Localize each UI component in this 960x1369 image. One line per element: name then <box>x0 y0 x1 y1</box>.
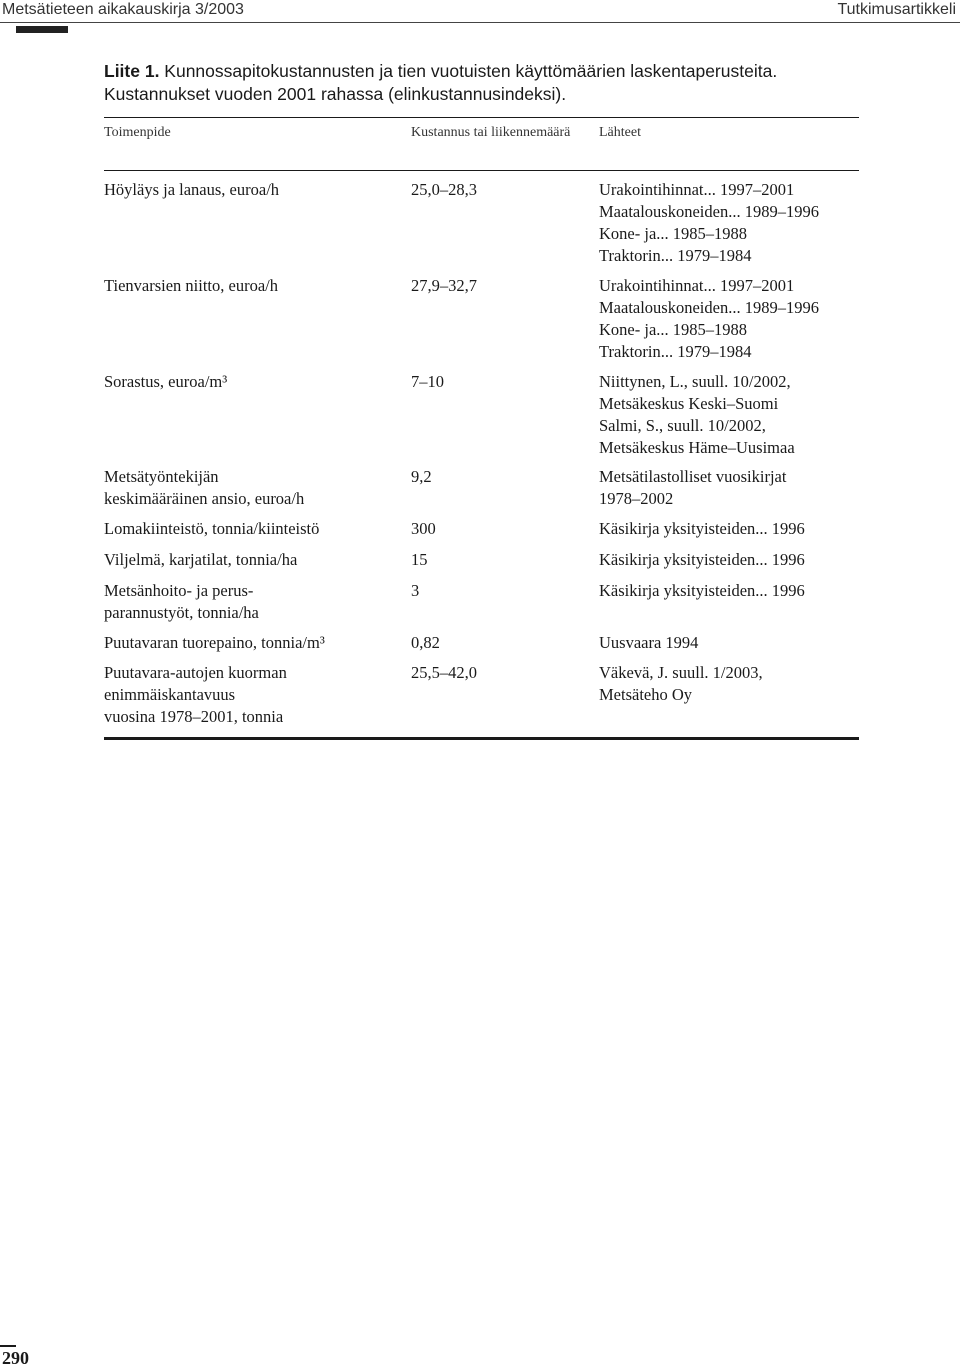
cell-sources-line: Väkevä, J. suull. 1/2003, <box>599 663 763 682</box>
cell-sources-line: Traktorin... 1979–1984 <box>599 342 752 361</box>
cell-value <box>411 371 581 393</box>
cell-value <box>411 662 581 684</box>
journal-title: Metsätieteen aikakauskirja 3/2003 <box>2 1 244 18</box>
cell-sources-line: Käsikirja yksityisteiden... 1996 <box>599 519 805 538</box>
table-top-rule <box>104 117 859 118</box>
cell-sources <box>599 371 795 459</box>
cell-action <box>104 371 227 393</box>
cell-sources-line: Metsätilastolliset vuosikirjat <box>599 467 787 486</box>
cell-value <box>411 580 581 602</box>
page-number-bar <box>0 1345 16 1347</box>
cell-value-text: 9,2 <box>411 467 432 486</box>
cell-sources-line: 1978–2002 <box>599 489 674 508</box>
article-type: Tutkimusartikkeli <box>837 1 956 18</box>
cell-action <box>104 580 259 624</box>
cell-sources-line: Uusvaara 1994 <box>599 633 699 652</box>
cell-sources-line: Kone- ja... 1985–1988 <box>599 224 748 243</box>
cell-action-line: Viljelmä, karjatilat, tonnia/ha <box>104 550 298 569</box>
table-bottom-rule <box>104 737 859 740</box>
cell-action <box>104 632 325 654</box>
page-number: 290 <box>2 1348 29 1368</box>
cell-action <box>104 466 304 510</box>
caption-text: Kunnossapitokustannusten ja tien vuotuisten käyttömäärien laskentaperusteita. Kustannukset vuoden 2001 rahassa (elinkustannusindeksi). <box>104 61 778 104</box>
cell-value-text: 7–10 <box>411 372 444 391</box>
cell-action-line: keskimääräinen ansio, euroa/h <box>104 489 305 508</box>
cell-sources-line: Maatalouskoneiden... 1989–1996 <box>599 202 819 221</box>
cell-sources-line: Käsikirja yksityisteiden... 1996 <box>599 550 805 569</box>
cell-sources-line: Maatalouskoneiden... 1989–1996 <box>599 298 819 317</box>
cell-action-line: vuosina 1978–2001, tonnia <box>104 707 284 726</box>
cell-action-line: parannustyöt, tonnia/ha <box>104 603 259 622</box>
cell-value <box>411 179 581 201</box>
cell-sources-line: Metsäkeskus Häme–Uusimaa <box>599 438 795 457</box>
cell-sources <box>599 275 819 363</box>
cell-value-text: 15 <box>411 550 428 569</box>
cell-action <box>104 275 278 297</box>
cell-action-line: Höyläys ja lanaus, euroa/h <box>104 180 280 199</box>
cell-action-line: Tienvarsien niitto, euroa/h <box>104 276 278 295</box>
table-caption <box>104 60 864 106</box>
cell-value-text: 300 <box>411 519 436 538</box>
cell-sources-line: Käsikirja yksityisteiden... 1996 <box>599 581 805 600</box>
cell-sources-line: Metsäkeskus Keski–Suomi <box>599 394 779 413</box>
cell-action-line: Puutavaran tuorepaino, tonnia/m³ <box>104 633 325 652</box>
cell-sources-line: Kone- ja... 1985–1988 <box>599 320 748 339</box>
cell-sources <box>599 179 819 267</box>
cell-action-line: Lomakiinteistö, tonnia/kiinteistö <box>104 519 320 538</box>
cell-sources-line: Urakointihinnat... 1997–2001 <box>599 180 795 199</box>
cell-action <box>104 549 297 571</box>
cell-action <box>104 179 279 201</box>
cell-value-text: 0,82 <box>411 633 440 652</box>
cell-sources <box>599 518 805 540</box>
cell-action-line: Puutavara-autojen kuorman <box>104 663 287 682</box>
cell-action <box>104 662 287 728</box>
cell-action-line: enimmäiskantavuus <box>104 685 236 704</box>
cell-sources <box>599 662 763 706</box>
cell-action-line: Metsänhoito- ja perus- <box>104 581 254 600</box>
cell-sources-line: Urakointihinnat... 1997–2001 <box>599 276 795 295</box>
cell-value <box>411 518 581 540</box>
cell-value-text: 3 <box>411 581 420 600</box>
cell-value-text: 25,5–42,0 <box>411 663 477 682</box>
cell-sources <box>599 580 805 602</box>
table-header-rule <box>104 170 859 171</box>
cell-value <box>411 466 581 488</box>
cell-sources <box>599 466 786 510</box>
cell-sources-line: Metsäteho Oy <box>599 685 693 704</box>
cell-action-line: Sorastus, euroa/m³ <box>104 372 228 391</box>
cell-value-text: 25,0–28,3 <box>411 180 477 199</box>
cell-sources-line: Traktorin... 1979–1984 <box>599 246 752 265</box>
header-sources: Lähteet <box>599 125 641 140</box>
caption-label: Liite 1. <box>104 61 160 81</box>
header-bar <box>16 26 68 33</box>
cell-value <box>411 275 581 297</box>
running-header <box>0 0 960 24</box>
cell-sources <box>599 549 805 571</box>
cell-sources-line: Niittynen, L., suull. 10/2002, <box>599 372 791 391</box>
header-rule <box>0 22 960 23</box>
header-action: Toimenpide <box>104 125 171 140</box>
cell-sources-line: Salmi, S., suull. 10/2002, <box>599 416 766 435</box>
cell-value <box>411 632 581 654</box>
cell-action <box>104 518 319 540</box>
cell-action-line: Metsätyöntekijän <box>104 467 219 486</box>
cell-sources <box>599 632 698 654</box>
header-value: Kustannus tai liikennemäärä <box>411 125 571 140</box>
cell-value-text: 27,9–32,7 <box>411 276 477 295</box>
cell-value <box>411 549 581 571</box>
